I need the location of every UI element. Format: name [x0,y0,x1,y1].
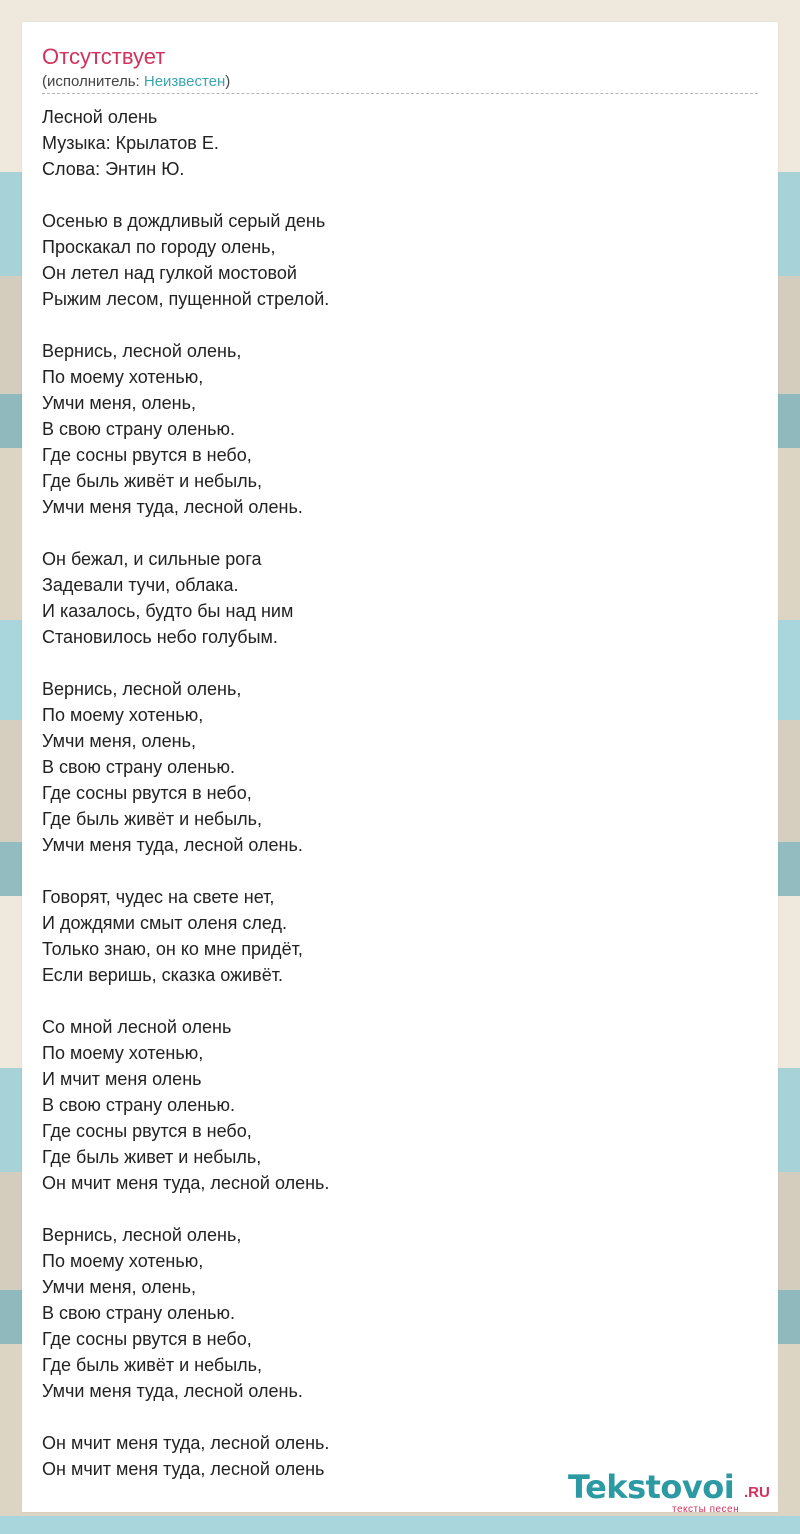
lyric-line: Умчи меня туда, лесной олень. [42,835,303,855]
song-title: Отсутствует [42,44,166,69]
logo-tld-text: .RU [744,1484,770,1501]
lyric-line: Умчи меня, олень, [42,393,196,413]
lyric-line: Он летел над гулкой мостовой [42,263,297,283]
lyric-line: Становилось небо голубым. [42,627,278,647]
lyric-line: Где сосны рвутся в небо, [42,783,252,803]
lyric-line: Вернись, лесной олень, [42,1225,242,1245]
lyric-line: И казалось, будто бы над ним [42,601,294,621]
lyric-line: Он мчит меня туда, лесной олень. [42,1433,330,1453]
lyrics-text [42,104,758,1482]
lyric-line: Умчи меня туда, лесной олень. [42,1381,303,1401]
lyric-line: Он мчит меня туда, лесной олень [42,1459,325,1479]
logo-subtitle: тексты песен [672,1504,740,1515]
lyric-line: Где сосны рвутся в небо, [42,1329,252,1349]
lyric-line: Умчи меня, олень, [42,731,196,751]
lyric-line: Где быль живёт и небыль, [42,809,263,829]
lyric-line: Умчи меня туда, лесной олень. [42,497,303,517]
lyric-line: В свою страну оленью. [42,1303,236,1323]
lyric-line: Слова: Энтин Ю. [42,159,185,179]
lyric-line: И дождями смыт оленя след. [42,913,287,933]
lyric-line: В свою страну оленью. [42,419,236,439]
lyric-line: Музыка: Крылатов Е. [42,133,219,153]
stanza-gap [42,1196,758,1222]
lyric-line: Со мной лесной олень [42,1017,232,1037]
performer-link[interactable]: Неизвестен [143,73,226,90]
stanza-gap [42,1404,758,1430]
lyric-line: Если веришь, сказка оживёт. [42,965,283,985]
lyric-line: По моему хотенью, [42,367,204,387]
lyric-line: Лесной олень [42,107,158,127]
stanza-gap [42,650,758,676]
lyric-line: Говорят, чудес на свете нет, [42,887,275,907]
site-logo[interactable] [568,1468,778,1515]
lyric-line: Где быль живёт и небыль, [42,471,263,491]
lyric-line: Вернись, лесной олень, [42,341,242,361]
performer-suffix: ) [225,73,231,90]
lyric-line: Где быль живет и небыль, [42,1147,262,1167]
stanza-gap [42,182,758,208]
stanza-gap [42,858,758,884]
lyric-line: Где быль живёт и небыль, [42,1355,263,1375]
lyric-line: Задевали тучи, облака. [42,575,239,595]
lyric-line: По моему хотенью, [42,1043,204,1063]
stanza-gap [42,520,758,546]
lyric-line: Умчи меня, олень, [42,1277,196,1297]
lyric-line: В свою страну оленью. [42,1095,236,1115]
lyric-line: И мчит меня олень [42,1069,202,1089]
lyric-line: Осенью в дождливый серый день [42,211,326,231]
performer-info [42,72,230,92]
header-divider [42,93,758,94]
lyric-line: По моему хотенью, [42,1251,204,1271]
lyric-line: Проскакал по городу олень, [42,237,276,257]
lyric-line: Только знаю, он ко мне придёт, [42,939,303,959]
stanza-gap [42,988,758,1014]
lyric-line: Рыжим лесом, пущенной стрелой. [42,289,330,309]
logo-main-text: Tekstovoi [568,1468,735,1506]
lyric-line: Где сосны рвутся в небо, [42,1121,252,1141]
lyric-line: Где сосны рвутся в небо, [42,445,252,465]
lyric-line: Он бежал, и сильные рога [42,549,262,569]
performer-prefix: (исполнитель: [42,73,144,90]
lyric-line: Вернись, лесной олень, [42,679,242,699]
stanza-gap [42,312,758,338]
lyric-line: По моему хотенью, [42,705,204,725]
lyrics-card [22,22,778,1515]
lyric-line: В свою страну оленью. [42,757,236,777]
lyric-line: Он мчит меня туда, лесной олень. [42,1173,330,1193]
